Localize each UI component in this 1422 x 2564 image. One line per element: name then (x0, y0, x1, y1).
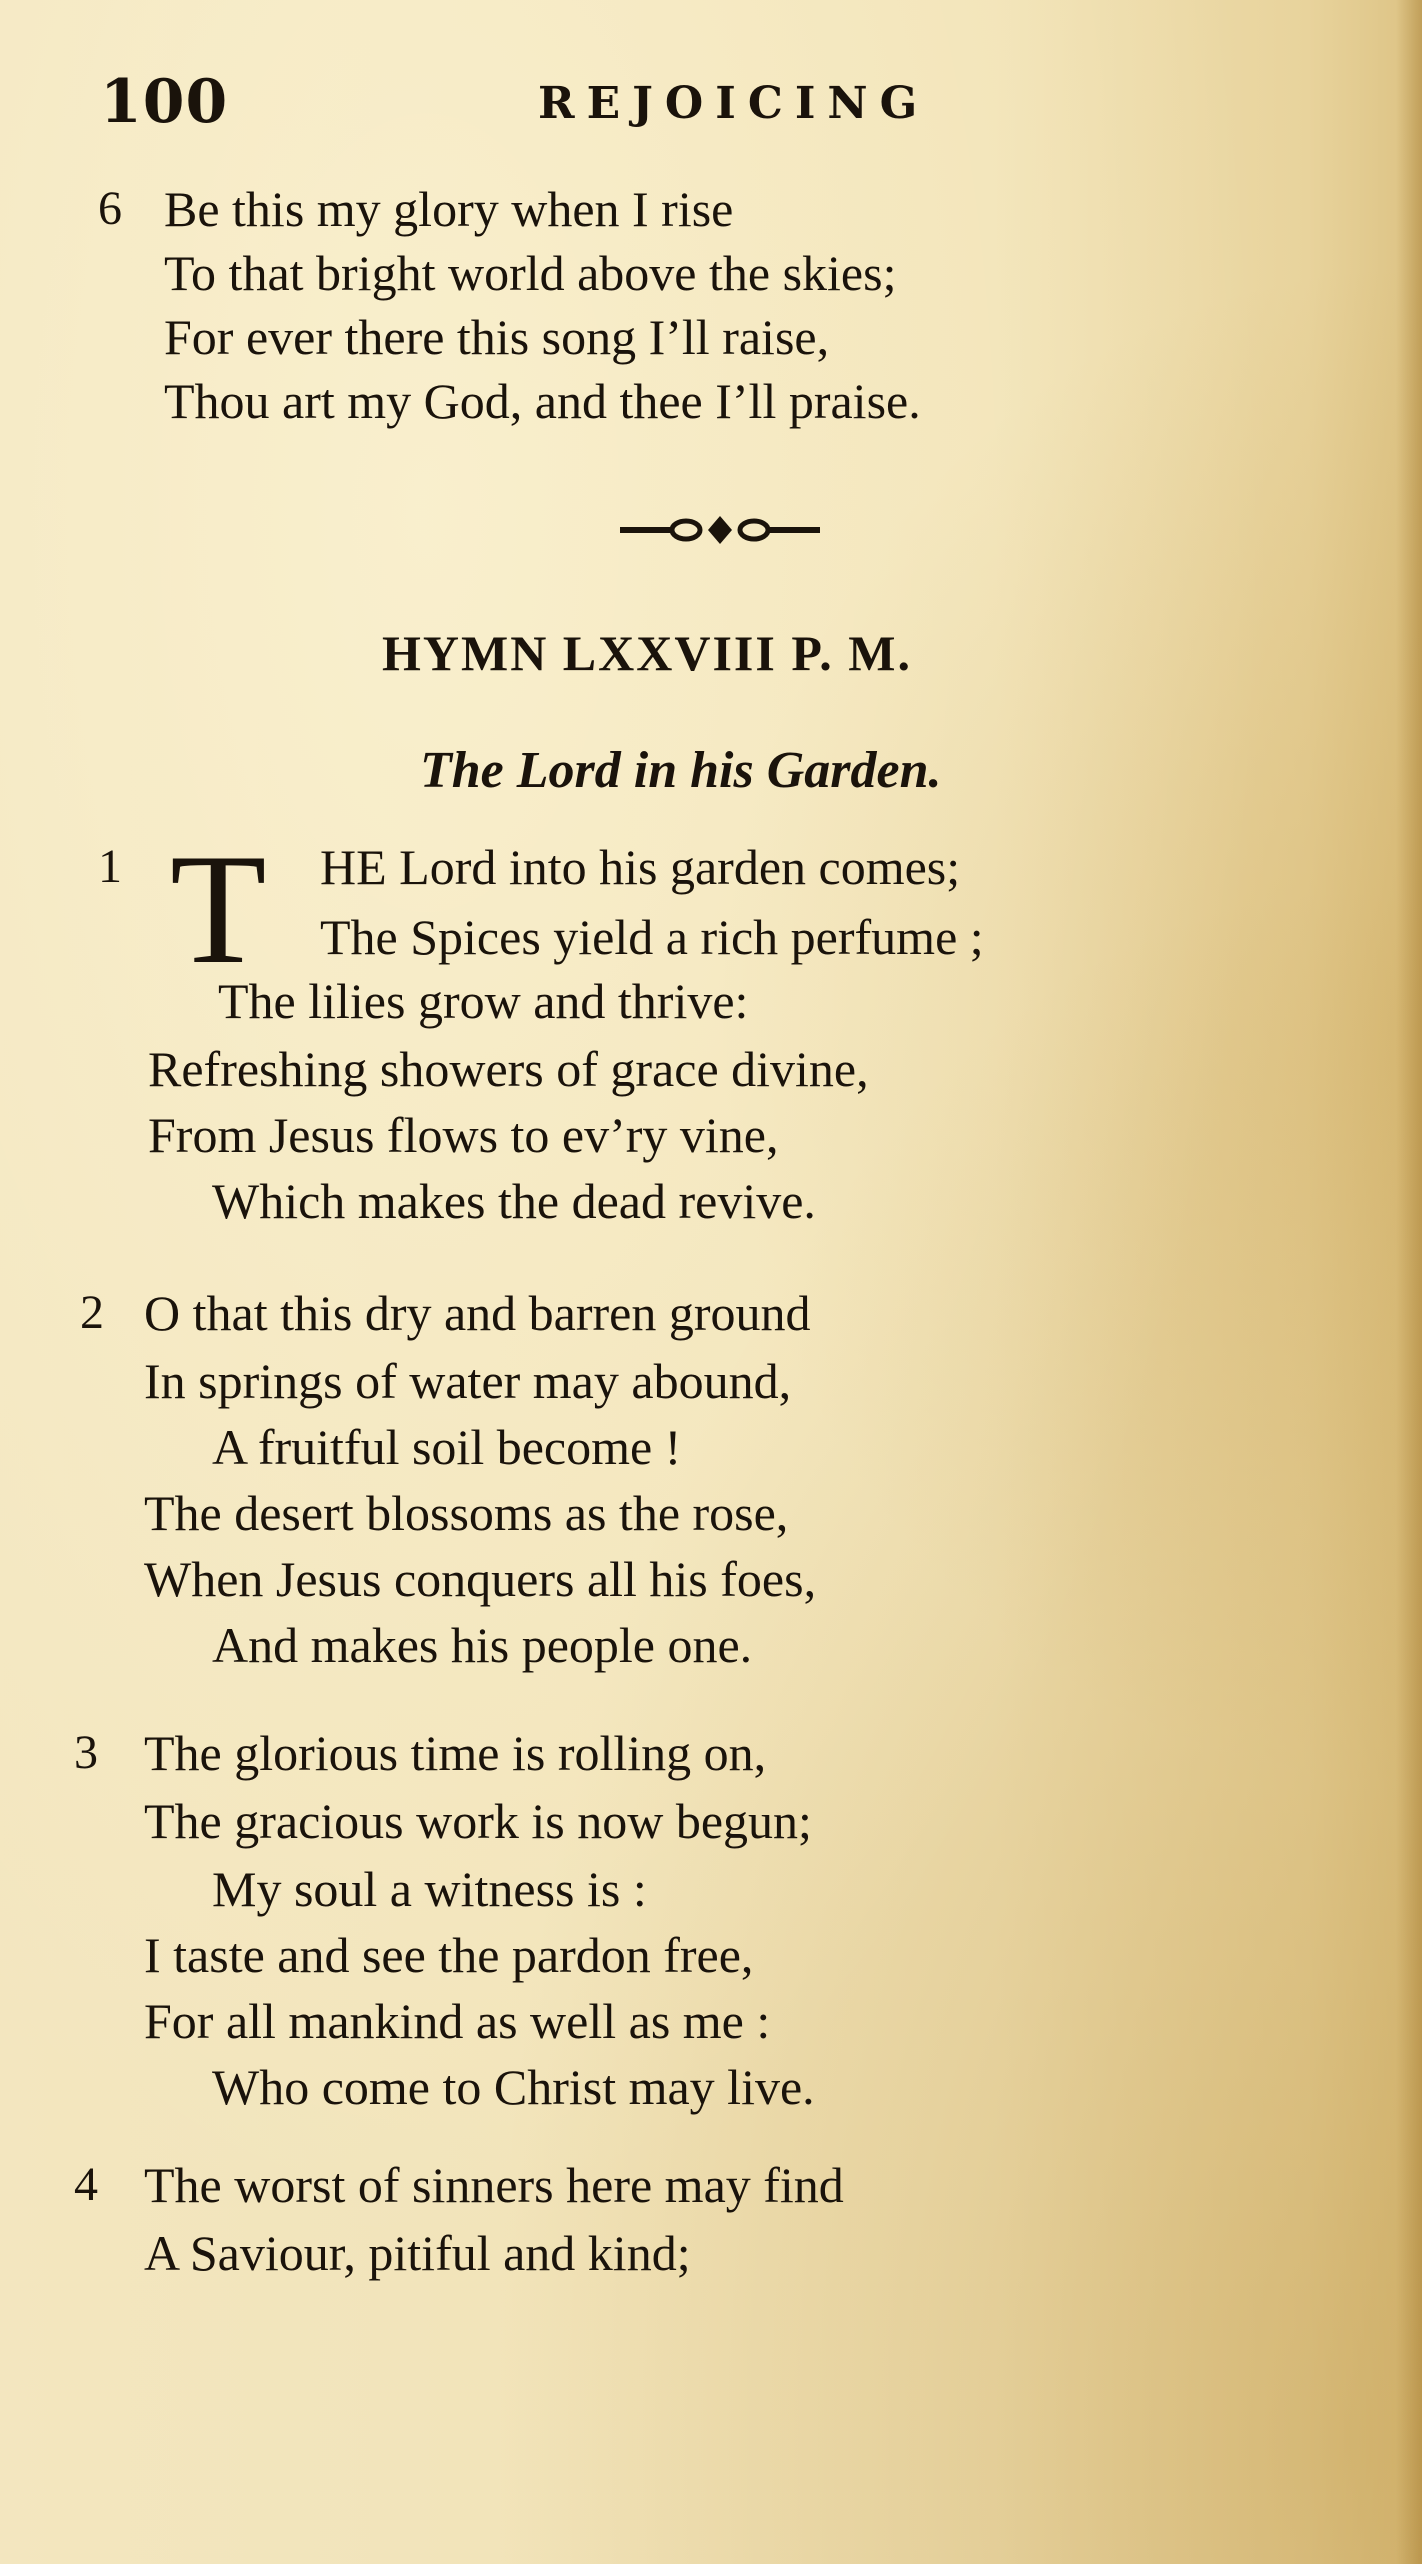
verse-line: A Saviour, pitiful and kind; (144, 2225, 691, 2281)
verse-line: A fruitful soil become ! (212, 1419, 682, 1475)
page-number: 100 (100, 67, 229, 137)
verse-line: O that this dry and barren ground (144, 1285, 811, 1341)
hymn-title: HYMN LXXVIII P. M. (382, 625, 912, 681)
verse-line: When Jesus conquers all his foes, (144, 1551, 817, 1607)
stanza-number: 6 (98, 182, 122, 235)
verse-line: In springs of water may abound, (144, 1353, 792, 1409)
verse-line: Who come to Christ may live. (212, 2059, 815, 2115)
running-head (100, 62, 1200, 142)
verse-line: And makes his people one. (212, 1617, 753, 1673)
verse-line: To that bright world above the skies; (164, 245, 897, 301)
drop-cap: T (170, 822, 267, 997)
verse-line: For all mankind as well as me : (144, 1993, 771, 2049)
ornament-divider (620, 510, 820, 550)
stanza-number: 4 (74, 2158, 98, 2211)
stanza-number: 3 (74, 1726, 98, 1779)
verse-line: Be this my glory when I rise (164, 181, 734, 237)
verse-line: The lilies grow and thrive: (218, 973, 749, 1029)
verse-line: Refreshing showers of grace divine, (148, 1041, 869, 1097)
running-title: REJOICING (538, 78, 930, 129)
verse-line: For ever there this song I’ll raise, (164, 309, 830, 365)
verse-line: The gracious work is now begun; (144, 1793, 812, 1849)
verse-line: The glorious time is rolling on, (144, 1725, 767, 1781)
verse-line: HE Lord into his garden comes; (320, 839, 961, 895)
verse-line: Which makes the dead revive. (212, 1173, 816, 1229)
verse-line: I taste and see the pardon free, (144, 1927, 754, 1983)
hymn-subtitle: The Lord in his Garden. (420, 742, 942, 799)
verse-line: The desert blossoms as the rose, (144, 1485, 789, 1541)
stanza-number: 1 (98, 840, 122, 893)
stanza-number: 2 (80, 1286, 104, 1339)
verse-line: The Spices yield a rich perfume ; (320, 909, 984, 965)
verse-line: Thou art my God, and thee I’ll praise. (164, 373, 921, 429)
verse-line: From Jesus flows to ev’ry vine, (148, 1107, 779, 1163)
verse-line: My soul a witness is : (212, 1861, 647, 1917)
verse-line: The worst of sinners here may find (144, 2157, 844, 2213)
page-edge-shadow (1396, 0, 1422, 2564)
